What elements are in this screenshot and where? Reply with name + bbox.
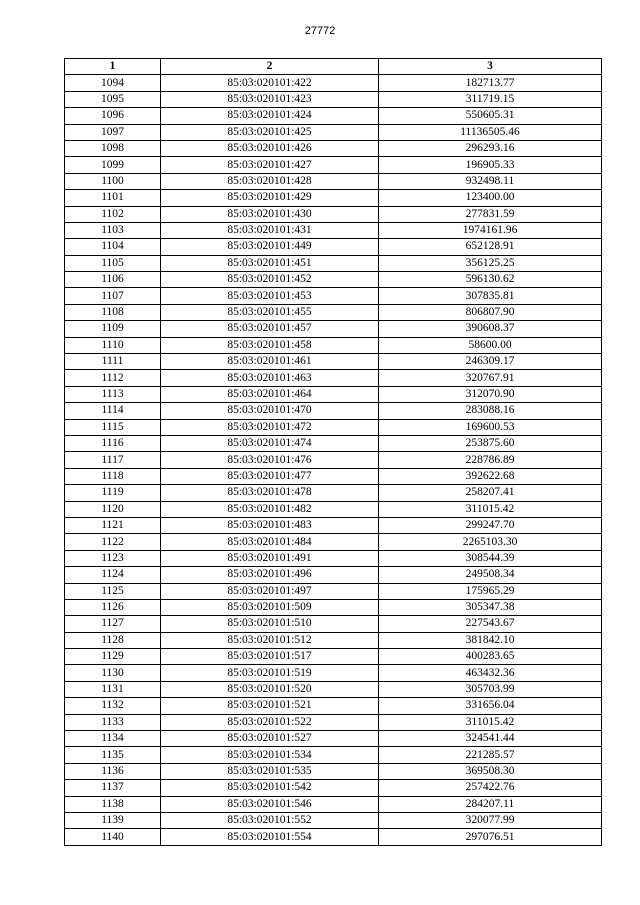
table-row [65, 599, 602, 615]
cadastral-number-cell: 85:03:020101:425 [161, 124, 379, 140]
row-number-cell: 1118 [65, 468, 161, 484]
table-row [65, 812, 602, 828]
table-row [65, 550, 602, 566]
table-row [65, 419, 602, 435]
value-cell: 227543.67 [379, 616, 602, 632]
table-row [65, 583, 602, 599]
table-row [65, 354, 602, 370]
value-cell: 284207.11 [379, 796, 602, 812]
table-row [65, 649, 602, 665]
row-number-cell: 1116 [65, 435, 161, 451]
table-row [65, 124, 602, 140]
row-number-cell: 1122 [65, 534, 161, 550]
value-cell: 297076.51 [379, 829, 602, 845]
value-cell: 311015.42 [379, 501, 602, 517]
cadastral-number-cell: 85:03:020101:554 [161, 829, 379, 845]
column-header-1: 1 [65, 59, 161, 75]
cadastral-number-cell: 85:03:020101:422 [161, 75, 379, 91]
row-number-cell: 1127 [65, 616, 161, 632]
cadastral-number-cell: 85:03:020101:519 [161, 665, 379, 681]
value-cell: 320077.99 [379, 812, 602, 828]
cadastral-number-cell: 85:03:020101:451 [161, 255, 379, 271]
row-number-cell: 1121 [65, 517, 161, 533]
row-number-cell: 1120 [65, 501, 161, 517]
header-row [65, 59, 602, 75]
value-cell: 258207.41 [379, 485, 602, 501]
row-number-cell: 1102 [65, 206, 161, 222]
row-number-cell: 1101 [65, 190, 161, 206]
table-row [65, 731, 602, 747]
row-number-cell: 1128 [65, 632, 161, 648]
table-row [65, 501, 602, 517]
table-row [65, 140, 602, 156]
cadastral-number-cell: 85:03:020101:512 [161, 632, 379, 648]
table-row [65, 665, 602, 681]
cadastral-number-cell: 85:03:020101:474 [161, 435, 379, 451]
row-number-cell: 1098 [65, 140, 161, 156]
value-cell: 283088.16 [379, 403, 602, 419]
cadastral-number-cell: 85:03:020101:476 [161, 452, 379, 468]
value-cell: 932498.11 [379, 173, 602, 189]
row-number-cell: 1133 [65, 714, 161, 730]
cadastral-number-cell: 85:03:020101:452 [161, 272, 379, 288]
cadastral-number-cell: 85:03:020101:458 [161, 337, 379, 353]
table-row [65, 534, 602, 550]
cadastral-number-cell: 85:03:020101:428 [161, 173, 379, 189]
table-body [65, 75, 602, 845]
cadastral-number-cell: 85:03:020101:463 [161, 370, 379, 386]
row-number-cell: 1135 [65, 747, 161, 763]
row-number-cell: 1130 [65, 665, 161, 681]
row-number-cell: 1129 [65, 649, 161, 665]
value-cell: 246309.17 [379, 354, 602, 370]
cadastral-number-cell: 85:03:020101:546 [161, 796, 379, 812]
cadastral-number-cell: 85:03:020101:542 [161, 780, 379, 796]
row-number-cell: 1105 [65, 255, 161, 271]
table-row [65, 75, 602, 91]
row-number-cell: 1099 [65, 157, 161, 173]
cadastral-number-cell: 85:03:020101:472 [161, 419, 379, 435]
cadastral-number-cell: 85:03:020101:496 [161, 567, 379, 583]
value-cell: 257422.76 [379, 780, 602, 796]
table-row [65, 337, 602, 353]
cadastral-number-cell: 85:03:020101:552 [161, 812, 379, 828]
table-row [65, 157, 602, 173]
data-table [64, 58, 602, 846]
table-row [65, 780, 602, 796]
table-row [65, 190, 602, 206]
row-number-cell: 1104 [65, 239, 161, 255]
cadastral-number-cell: 85:03:020101:470 [161, 403, 379, 419]
value-cell: 58600.00 [379, 337, 602, 353]
cadastral-number-cell: 85:03:020101:453 [161, 288, 379, 304]
row-number-cell: 1125 [65, 583, 161, 599]
value-cell: 356125.25 [379, 255, 602, 271]
row-number-cell: 1137 [65, 780, 161, 796]
table-row [65, 272, 602, 288]
value-cell: 596130.62 [379, 272, 602, 288]
value-cell: 299247.70 [379, 517, 602, 533]
row-number-cell: 1097 [65, 124, 161, 140]
value-cell: 305347.38 [379, 599, 602, 615]
table-row [65, 763, 602, 779]
value-cell: 308544.39 [379, 550, 602, 566]
column-header-2: 2 [161, 59, 379, 75]
row-number-cell: 1107 [65, 288, 161, 304]
table-row [65, 435, 602, 451]
row-number-cell: 1095 [65, 91, 161, 107]
value-cell: 305703.99 [379, 681, 602, 697]
cadastral-number-cell: 85:03:020101:483 [161, 517, 379, 533]
table-row [65, 632, 602, 648]
value-cell: 2265103.30 [379, 534, 602, 550]
cadastral-number-cell: 85:03:020101:449 [161, 239, 379, 255]
value-cell: 320767.91 [379, 370, 602, 386]
table-row [65, 403, 602, 419]
cadastral-number-cell: 85:03:020101:477 [161, 468, 379, 484]
cadastral-number-cell: 85:03:020101:510 [161, 616, 379, 632]
cadastral-number-cell: 85:03:020101:427 [161, 157, 379, 173]
column-header-3: 3 [379, 59, 602, 75]
cadastral-number-cell: 85:03:020101:431 [161, 222, 379, 238]
cadastral-number-cell: 85:03:020101:464 [161, 386, 379, 402]
row-number-cell: 1132 [65, 698, 161, 714]
row-number-cell: 1131 [65, 681, 161, 697]
value-cell: 392622.68 [379, 468, 602, 484]
value-cell: 390608.37 [379, 321, 602, 337]
cadastral-number-cell: 85:03:020101:478 [161, 485, 379, 501]
value-cell: 311719.15 [379, 91, 602, 107]
table-row [65, 517, 602, 533]
value-cell: 196905.33 [379, 157, 602, 173]
cadastral-number-cell: 85:03:020101:491 [161, 550, 379, 566]
table-row [65, 567, 602, 583]
table-row [65, 108, 602, 124]
cadastral-number-cell: 85:03:020101:426 [161, 140, 379, 156]
value-cell: 249508.34 [379, 567, 602, 583]
value-cell: 550605.31 [379, 108, 602, 124]
table-row [65, 91, 602, 107]
cadastral-number-cell: 85:03:020101:509 [161, 599, 379, 615]
row-number-cell: 1100 [65, 173, 161, 189]
value-cell: 806807.90 [379, 304, 602, 320]
value-cell: 296293.16 [379, 140, 602, 156]
table-row [65, 386, 602, 402]
cadastral-number-cell: 85:03:020101:522 [161, 714, 379, 730]
cadastral-number-cell: 85:03:020101:423 [161, 91, 379, 107]
row-number-cell: 1138 [65, 796, 161, 812]
row-number-cell: 1109 [65, 321, 161, 337]
value-cell: 123400.00 [379, 190, 602, 206]
table-row [65, 370, 602, 386]
row-number-cell: 1110 [65, 337, 161, 353]
value-cell: 253875.60 [379, 435, 602, 451]
value-cell: 228786.89 [379, 452, 602, 468]
row-number-cell: 1096 [65, 108, 161, 124]
value-cell: 311015.42 [379, 714, 602, 730]
page-number: 27772 [304, 25, 336, 37]
cadastral-number-cell: 85:03:020101:521 [161, 698, 379, 714]
row-number-cell: 1119 [65, 485, 161, 501]
value-cell: 463432.36 [379, 665, 602, 681]
row-number-cell: 1103 [65, 222, 161, 238]
cadastral-number-cell: 85:03:020101:497 [161, 583, 379, 599]
table-row [65, 698, 602, 714]
row-number-cell: 1134 [65, 731, 161, 747]
row-number-cell: 1113 [65, 386, 161, 402]
value-cell: 400283.65 [379, 649, 602, 665]
table-row [65, 304, 602, 320]
row-number-cell: 1114 [65, 403, 161, 419]
table-row [65, 681, 602, 697]
table-row [65, 173, 602, 189]
value-cell: 277831.59 [379, 206, 602, 222]
cadastral-number-cell: 85:03:020101:424 [161, 108, 379, 124]
table-row [65, 206, 602, 222]
row-number-cell: 1117 [65, 452, 161, 468]
table-row [65, 321, 602, 337]
value-cell: 1974161.96 [379, 222, 602, 238]
value-cell: 169600.53 [379, 419, 602, 435]
value-cell: 307835.81 [379, 288, 602, 304]
table-row [65, 288, 602, 304]
row-number-cell: 1124 [65, 567, 161, 583]
table-row [65, 222, 602, 238]
value-cell: 331656.04 [379, 698, 602, 714]
cadastral-number-cell: 85:03:020101:527 [161, 731, 379, 747]
cadastral-number-cell: 85:03:020101:517 [161, 649, 379, 665]
cadastral-number-cell: 85:03:020101:455 [161, 304, 379, 320]
table-row [65, 714, 602, 730]
value-cell: 381842.10 [379, 632, 602, 648]
value-cell: 182713.77 [379, 75, 602, 91]
row-number-cell: 1094 [65, 75, 161, 91]
cadastral-number-cell: 85:03:020101:520 [161, 681, 379, 697]
row-number-cell: 1108 [65, 304, 161, 320]
row-number-cell: 1139 [65, 812, 161, 828]
table-row [65, 616, 602, 632]
cadastral-number-cell: 85:03:020101:457 [161, 321, 379, 337]
row-number-cell: 1106 [65, 272, 161, 288]
cadastral-number-cell: 85:03:020101:430 [161, 206, 379, 222]
row-number-cell: 1136 [65, 763, 161, 779]
row-number-cell: 1111 [65, 354, 161, 370]
value-cell: 312070.90 [379, 386, 602, 402]
table-row [65, 747, 602, 763]
value-cell: 11136505.46 [379, 124, 602, 140]
cadastral-number-cell: 85:03:020101:484 [161, 534, 379, 550]
cadastral-number-cell: 85:03:020101:534 [161, 747, 379, 763]
value-cell: 324541.44 [379, 731, 602, 747]
value-cell: 369508.30 [379, 763, 602, 779]
table-row [65, 829, 602, 845]
row-number-cell: 1112 [65, 370, 161, 386]
row-number-cell: 1123 [65, 550, 161, 566]
value-cell: 652128.91 [379, 239, 602, 255]
table-row [65, 796, 602, 812]
cadastral-number-cell: 85:03:020101:535 [161, 763, 379, 779]
row-number-cell: 1140 [65, 829, 161, 845]
row-number-cell: 1115 [65, 419, 161, 435]
table-row [65, 239, 602, 255]
cadastral-number-cell: 85:03:020101:429 [161, 190, 379, 206]
row-number-cell: 1126 [65, 599, 161, 615]
value-cell: 221285.57 [379, 747, 602, 763]
cadastral-number-cell: 85:03:020101:461 [161, 354, 379, 370]
table-row [65, 485, 602, 501]
cadastral-number-cell: 85:03:020101:482 [161, 501, 379, 517]
table-row [65, 452, 602, 468]
table-row [65, 468, 602, 484]
table-header [65, 59, 602, 75]
value-cell: 175965.29 [379, 583, 602, 599]
table-row [65, 255, 602, 271]
